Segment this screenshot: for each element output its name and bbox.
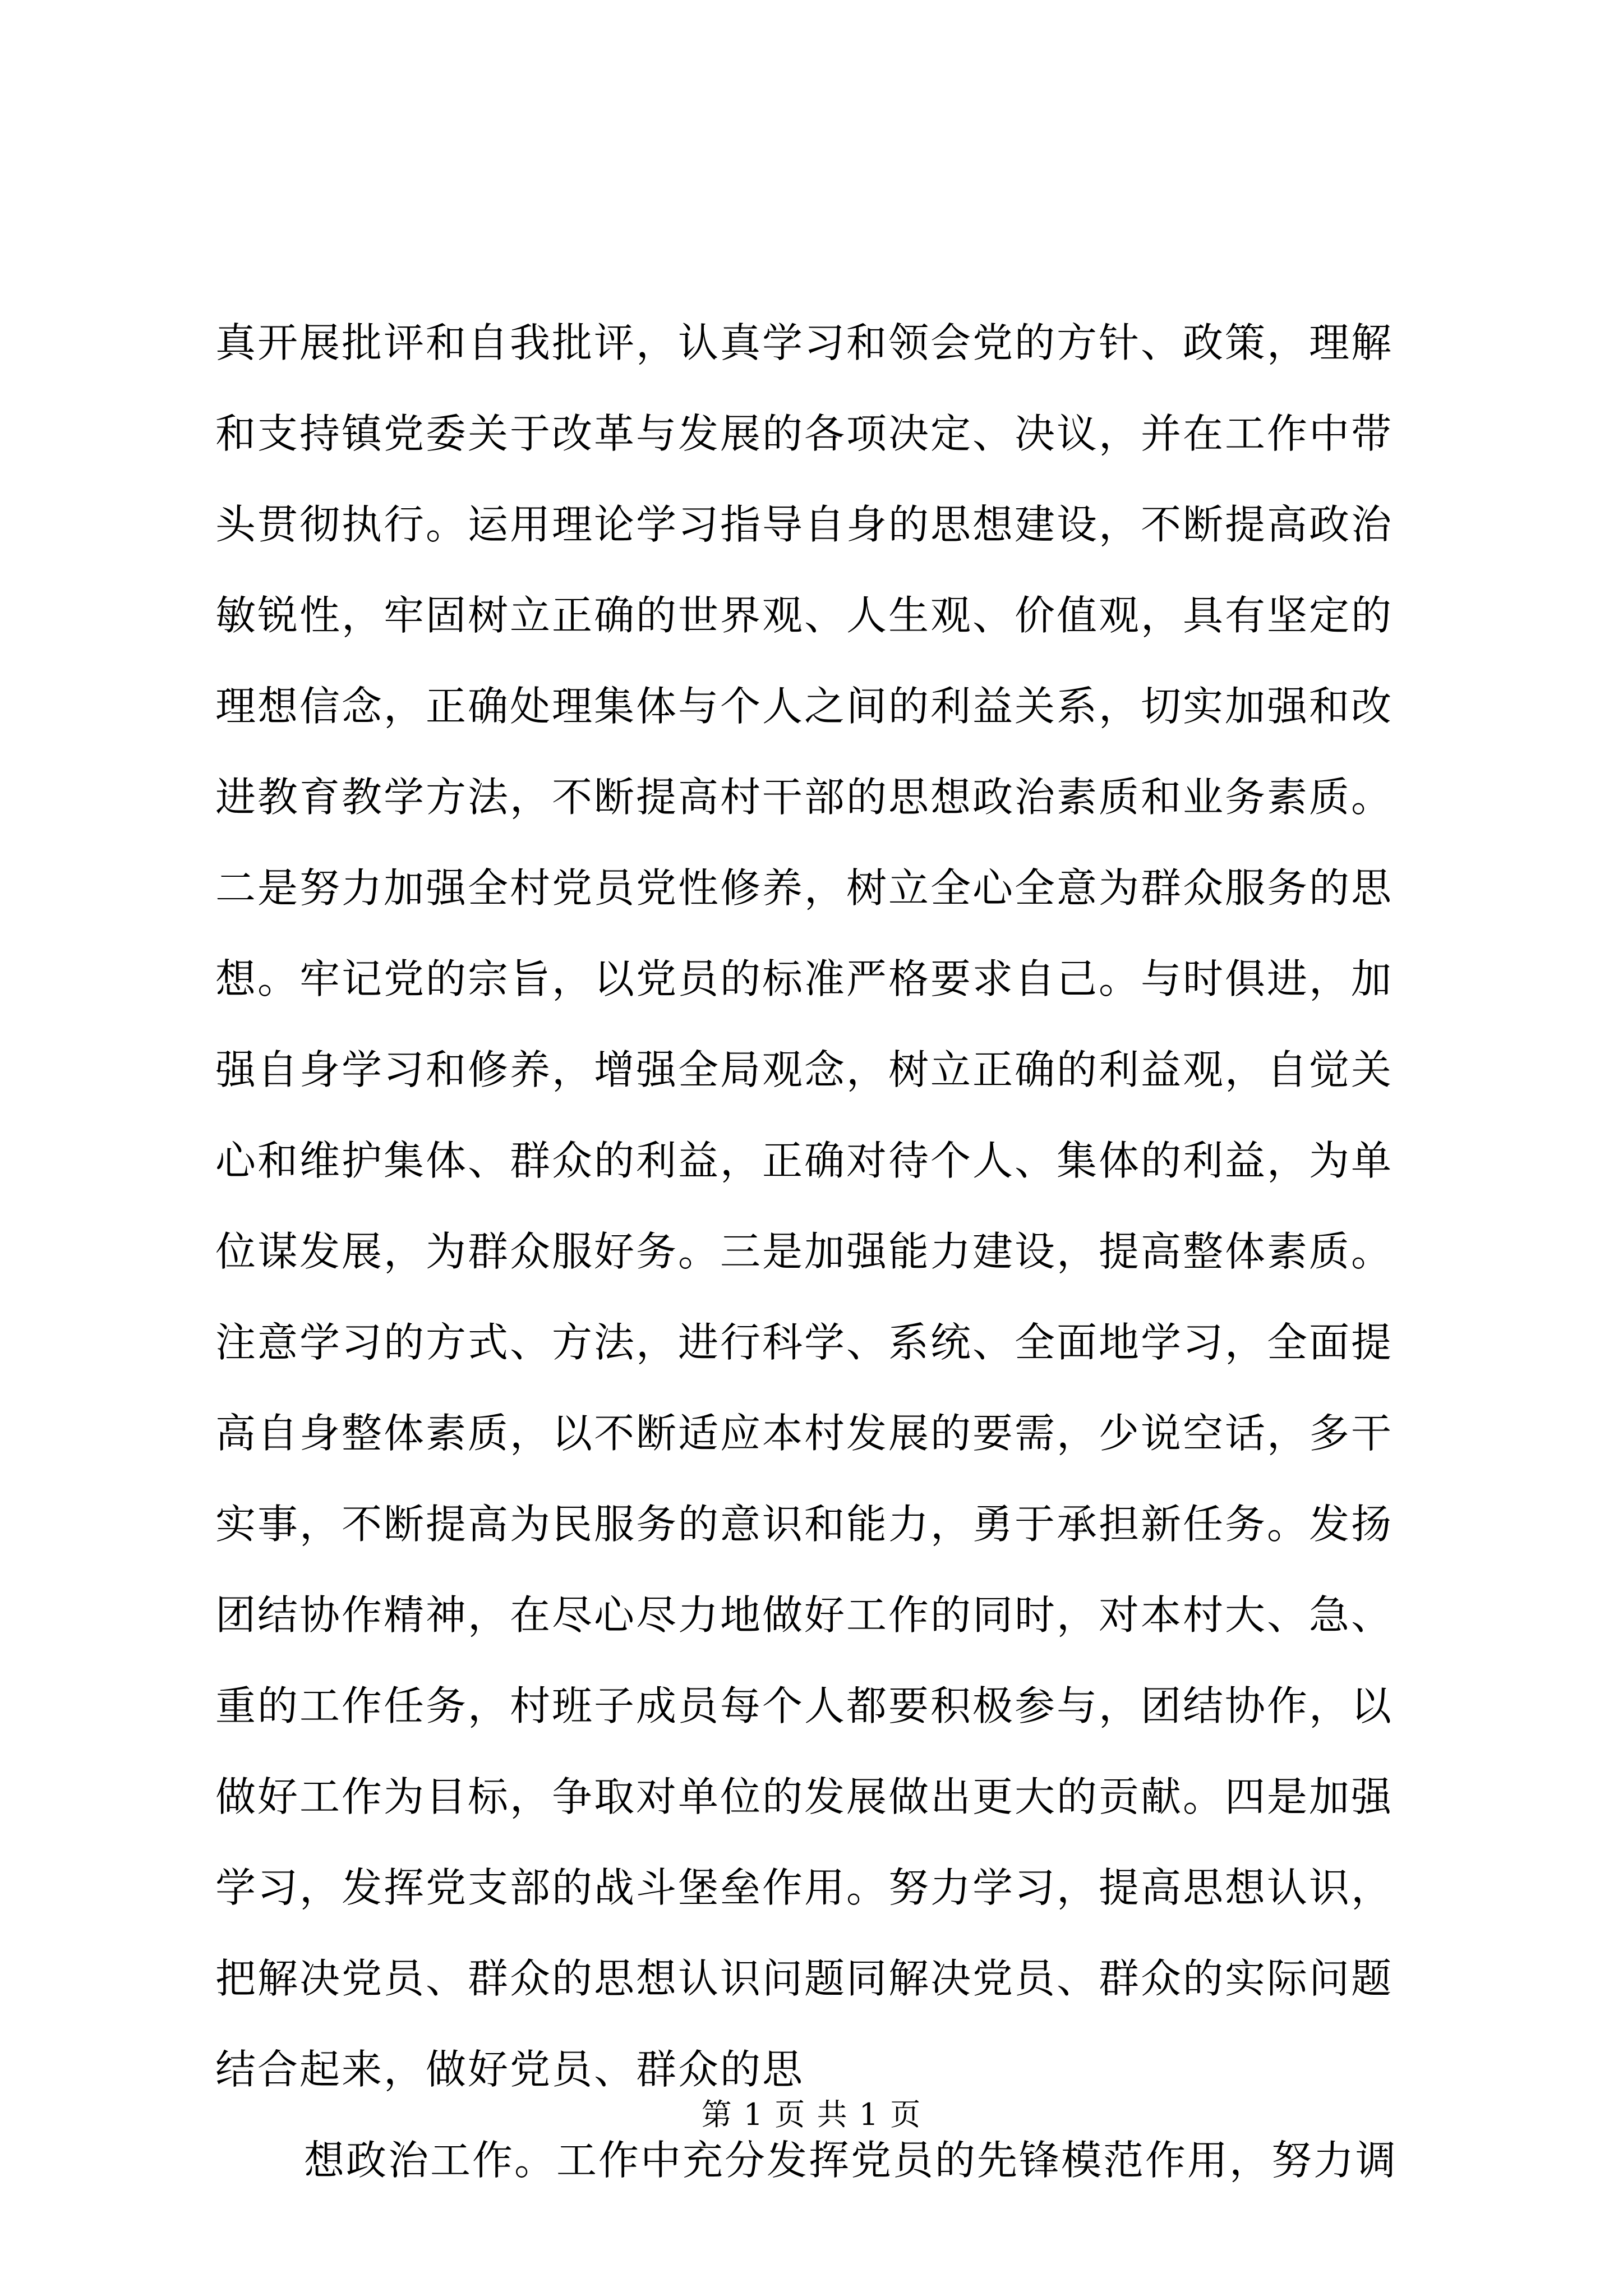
text-line: 位谋发展，为群众服好务。三是加强能力建设，提高整体素质。 <box>215 1228 1394 1275</box>
text-line: 头贯彻执行。运用理论学习指导自身的思想建设，不断提高政治 <box>215 501 1394 548</box>
text-line: 团结协作精神，在尽心尽力地做好工作的同时，对本村大、急、 <box>215 1591 1394 1639</box>
page-number-label: 第 1 页 共 1 页 <box>701 2097 922 2132</box>
text-line: 二是努力加强全村党员党性修养，树立全心全意为群众服务的思 <box>215 864 1394 912</box>
text-line: 进教育教学方法，不断提高村干部的思想政治素质和业务素质。 <box>215 774 1394 821</box>
page-footer <box>0 2095 1623 2134</box>
text-line: 高自身整体素质，以不断适应本村发展的要需，少说空话，多干 <box>215 1410 1394 1457</box>
text-line: 实事，不断提高为民服务的意识和能力，勇于承担新任务。发扬 <box>215 1501 1394 1548</box>
text-line-indented: 想政治工作。工作中充分发挥党员的先锋模范作用，努力调 <box>304 2137 1398 2184</box>
text-line: 和支持镇党委关于改革与发展的各项决定、决议，并在工作中带 <box>215 410 1394 457</box>
document-body <box>215 297 1421 2206</box>
text-line: 理想信念，正确处理集体与个人之间的利益关系，切实加强和改 <box>215 683 1394 730</box>
text-line: 做好工作为目标，争取对单位的发展做出更大的贡献。四是加强 <box>215 1773 1394 1820</box>
text-line: 心和维护集体、群众的利益，正确对待个人、集体的利益，为单 <box>215 1137 1394 1184</box>
text-line: 强自身学习和修养，增强全局观念，树立正确的利益观，自觉关 <box>215 1046 1394 1093</box>
text-line: 敏锐性，牢固树立正确的世界观、人生观、价值观，具有坚定的 <box>215 592 1394 639</box>
text-line: 重的工作任务，村班子成员每个人都要积极参与，团结协作，以 <box>215 1682 1394 1729</box>
text-line: 学习，发挥党支部的战斗堡垒作用。努力学习，提高思想认识， <box>215 1864 1394 1911</box>
text-line: 真开展批评和自我批评，认真学习和领会党的方针、政策，理解 <box>215 319 1394 366</box>
text-line: 把解决党员、群众的思想认识问题同解决党员、群众的实际问题 <box>215 1955 1394 2002</box>
text-line: 结合起来，做好党员、群众的思 <box>215 2046 805 2093</box>
text-line: 注意学习的方式、方法，进行科学、系统、全面地学习，全面提 <box>215 1319 1394 1366</box>
text-line: 想。牢记党的宗旨，以党员的标准严格要求自己。与时俱进，加 <box>215 955 1394 1002</box>
